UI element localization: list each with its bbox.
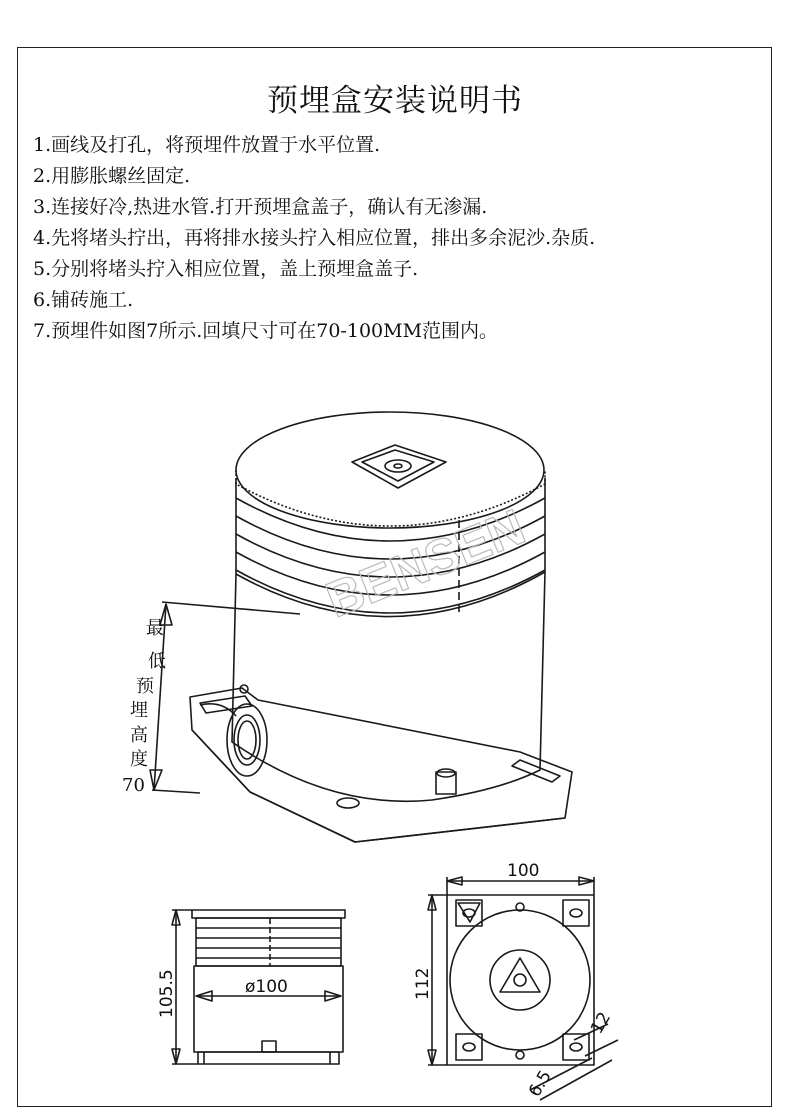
label-char: 低 — [148, 651, 166, 672]
label-char: 预 — [136, 676, 154, 697]
width-dimension: 100 — [507, 861, 540, 881]
box-top-view — [428, 877, 618, 1100]
label-char: 最 — [146, 618, 164, 639]
instruction-step: 7.预埋件如图7所示.回填尺寸可在70-100MM范围内。 — [33, 320, 499, 342]
ear-dimension-a: 12 — [587, 1008, 616, 1038]
box-isometric-view — [150, 412, 572, 842]
label-value: 70 — [122, 775, 145, 796]
instruction-step: 2.用膨胀螺丝固定. — [33, 165, 191, 187]
depth-dimension: 112 — [413, 967, 433, 1000]
label-char: 埋 — [130, 700, 148, 721]
instruction-step: 6.铺砖施工. — [33, 289, 134, 311]
ear-dimension-b: 6.5 — [525, 1067, 556, 1101]
instruction-step: 1.画线及打孔，将预埋件放置于水平位置. — [33, 134, 381, 156]
height-dimension: 105.5 — [157, 969, 177, 1018]
document-title: 预埋盒安装说明书 — [267, 83, 523, 119]
label-char: 度 — [130, 749, 148, 770]
instruction-step: 4.先将堵头拧出，再将排水接头拧入相应位置，排出多余泥沙.杂质. — [33, 227, 596, 249]
triangle-logo-icon — [352, 445, 446, 488]
brand-watermark: BENSEN — [318, 498, 533, 629]
label-char: 高 — [130, 725, 148, 746]
instruction-step: 5.分别将堵头拧入相应位置，盖上预埋盒盖子. — [33, 258, 419, 280]
diameter-dimension: ø100 — [245, 977, 288, 997]
instruction-step: 3.连接好冷,热进水管.打开预埋盒盖子，确认有无渗漏. — [33, 196, 488, 218]
